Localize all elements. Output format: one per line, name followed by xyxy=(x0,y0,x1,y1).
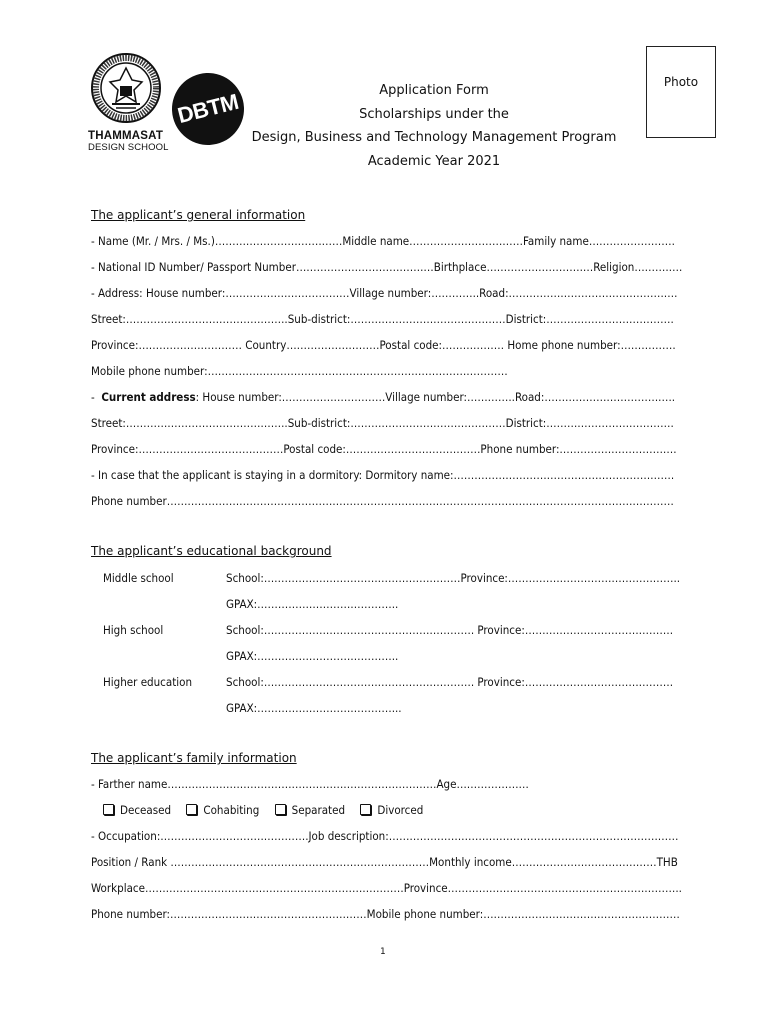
address-line: - Address: House number:………………………………Village number:…………..Road:…………………………………………. xyxy=(91,286,678,300)
option-deceased[interactable] xyxy=(103,803,171,817)
page-number: 1 xyxy=(380,947,386,957)
parent-status-options xyxy=(103,803,435,817)
checkbox-cohabiting[interactable] xyxy=(186,804,197,815)
current-street-line: Street:………………………………………..Sub-district:………………………………………District:………………………………. xyxy=(91,416,674,430)
title-line-1: Application Form xyxy=(379,83,489,98)
current-address-rest: : House number:…………………………Village number:…………..Road:…………………………….…. xyxy=(195,390,676,404)
thammasat-seal-logo xyxy=(90,52,162,124)
family-heading: The applicant’s family information xyxy=(91,751,297,765)
family-phone-line: Phone number:…………………………………………………Mobile phone number:………………………………………………… xyxy=(91,907,680,921)
mobile-line: Mobile phone number:…………………………………………………………………………… xyxy=(91,364,508,378)
dbtm-logo-text: DBTM xyxy=(174,88,241,129)
option-divorced-label: Divorced xyxy=(377,803,424,817)
title-line-3: Design, Business and Technology Management Program xyxy=(251,130,617,145)
position-line: Position / Rank …………………………………………………………………Monthly income……………………………………THB xyxy=(91,855,678,869)
father-line: - Farther name……………………………………………………………………Age………………… xyxy=(91,777,529,791)
school-name-line2: DESIGN SCHOOL xyxy=(88,142,169,153)
high-gpax-line: GPAX:………………………………….. xyxy=(226,649,399,663)
checkbox-deceased[interactable] xyxy=(103,804,114,815)
current-address-line: - Current address: House number:…………………………Village number:…………..Road:…………………………….…. xyxy=(91,390,676,404)
dormitory-phone-line: Phone number………………………………………………………………………………………………………………………………… xyxy=(91,494,674,508)
form-title xyxy=(230,79,638,173)
title-line-2: Scholarships under the xyxy=(359,106,509,122)
workplace-line: Workplace…………………………………………………………………Province………………………………………………………….. xyxy=(91,881,682,895)
current-address-label: Current address xyxy=(101,390,196,404)
option-cohabiting-label: Cohabiting xyxy=(203,803,260,817)
current-province-line: Province:……………………………………Postal code:…………………………………Phone number:……………………………. xyxy=(91,442,677,456)
high-school-line: School:……………………………………………………. Province:……………………………………. xyxy=(226,623,674,637)
option-deceased-label: Deceased xyxy=(120,803,172,817)
higher-gpax-line: GPAX:…………………………………... xyxy=(226,701,402,715)
photo-box xyxy=(646,46,716,138)
higher-education-label: Higher education xyxy=(103,675,193,689)
education-heading: The applicant’s educational background xyxy=(91,544,332,558)
general-info-heading: The applicant’s general information xyxy=(91,208,306,222)
middle-gpax-line: GPAX:………………………………….. xyxy=(226,597,399,611)
middle-school-label: Middle school xyxy=(103,571,174,585)
dormitory-line: - In case that the applicant is staying in a dormitory: Dormitory name:………………………………………………………. xyxy=(91,468,675,482)
option-cohabiting[interactable] xyxy=(186,803,259,817)
checkbox-divorced[interactable] xyxy=(360,804,371,815)
middle-school-line: School:…………………………………………………Province:………………………………………….. xyxy=(226,571,681,585)
option-separated-label: Separated xyxy=(291,803,346,817)
higher-education-line: School:……………………………………………………. Province:……………………………………. xyxy=(226,675,674,689)
occupation-line: - Occupation:…………………………………….Job description:………………………………………………………………………… xyxy=(91,829,679,843)
name-line: - Name (Mr. / Mrs. / Ms.)………………………….……Middle name……………………………Family name……………………. xyxy=(91,234,675,248)
option-divorced[interactable] xyxy=(360,803,423,817)
title-line-4: Academic Year 2021 xyxy=(367,153,501,169)
province-line: Province:………………………… Country………………………Postal code:……………… Home phone number:……………. xyxy=(91,338,676,352)
checkbox-separated[interactable] xyxy=(275,804,286,815)
high-school-label: High school xyxy=(103,623,164,637)
street-line: Street:………………………………………..Sub-district:………………………………………District:………………………………. xyxy=(91,312,674,326)
id-line: - National ID Number/ Passport Number……………………………….…Birthplace……………………….…Religion……….…. xyxy=(91,260,683,274)
option-separated[interactable] xyxy=(275,803,345,817)
photo-label: Photo xyxy=(663,75,699,89)
school-name-line1: THAMMASAT xyxy=(88,130,164,142)
